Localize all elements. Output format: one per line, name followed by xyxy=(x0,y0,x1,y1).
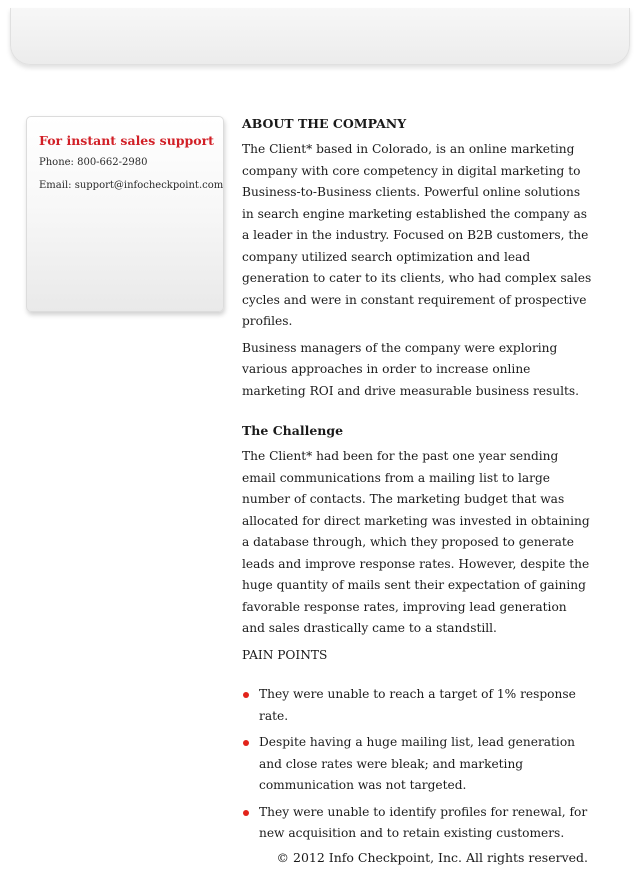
main-content xyxy=(242,115,592,850)
pain-points-heading: PAIN POINTS xyxy=(242,647,328,662)
pain-point-text: They were unable to identify profiles for renewal, for new acquisition and to retain existing customers. xyxy=(259,804,588,840)
pain-point-item xyxy=(242,732,592,797)
sales-email: Email: support@infocheckpoint.com xyxy=(39,180,224,191)
bullet-icon xyxy=(243,810,249,816)
header-banner xyxy=(10,8,630,65)
bullet-icon xyxy=(243,692,249,698)
challenge-paragraph: The Client* had been for the past one year sending email communications from a mailing list to large number of contacts. The marketing budget that was allocated for direct marketing was invested in obtaining a database through, which they proposed to generate leads and improve response rates. However, despite the huge quantity of mails sent their expectation of gaining favorable response rates, improving lead generation and sales drastically came to a standstill. xyxy=(242,449,590,635)
pain-point-text: They were unable to reach a target of 1% response rate. xyxy=(259,687,576,723)
sales-support-box xyxy=(26,116,224,312)
pain-point-item xyxy=(242,802,592,845)
pain-points-list xyxy=(242,684,592,845)
pain-point-item xyxy=(242,684,592,727)
pain-point-text: Despite having a huge mailing list, lead generation and close rates were bleak; and marketing communication was not targeted. xyxy=(259,735,576,792)
sales-phone: Phone: 800-662-2980 xyxy=(39,157,148,168)
about-heading: ABOUT THE COMPANY xyxy=(242,116,407,131)
challenge-heading: The Challenge xyxy=(242,423,344,438)
copyright-footer: © 2012 Info Checkpoint, Inc. All rights reserved. xyxy=(276,850,588,865)
bullet-icon xyxy=(243,740,249,746)
about-paragraph-2: Business managers of the company were exploring various approaches in order to increase online marketing ROI and drive measurable business results. xyxy=(242,340,580,398)
sales-support-title: For instant sales support xyxy=(39,133,214,148)
about-paragraph-1: The Client* based in Colorado, is an online marketing company with core competency in digital marketing to Business-to-Business clients. Powerful online solutions in search engine marketing established the company as a leader in the industry. Focused on B2B customers, the company utilized search optimization and lead generation to cater to its clients, who had complex sales cycles and were in constant requirement of prospective profiles. xyxy=(242,142,592,328)
